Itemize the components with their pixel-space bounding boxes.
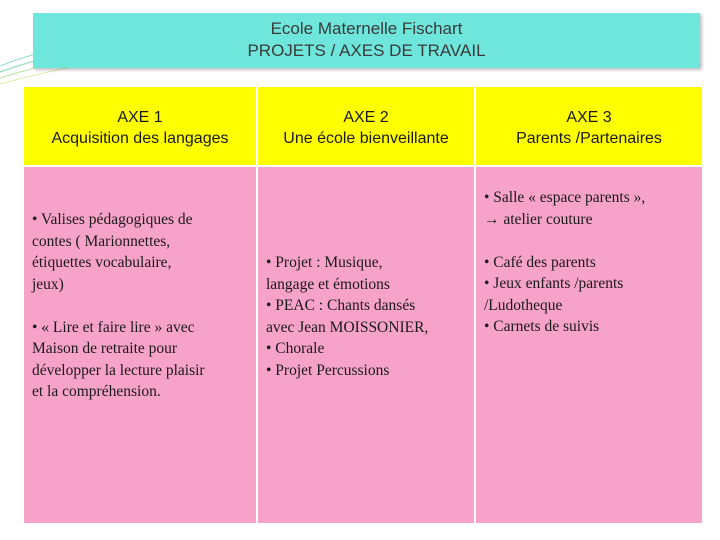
content-line: Maison de retraite pour xyxy=(32,340,178,357)
slide-title xyxy=(33,13,700,68)
content-line: • PEAC : Chants dansés xyxy=(266,297,416,314)
axe-2-header xyxy=(258,87,476,167)
content-line: étiquettes vocabulaire, xyxy=(32,254,172,271)
content-line: • Projet Percussions xyxy=(266,361,390,379)
axe-3-content xyxy=(476,167,702,525)
axe-3-header xyxy=(476,87,702,167)
axe-1-header xyxy=(24,87,258,167)
content-line: • Salle « espace parents », xyxy=(484,189,646,206)
content-line: • Carnets de suivis xyxy=(484,318,600,335)
content-line: • Valises pédagogiques de xyxy=(32,211,193,228)
spacer xyxy=(484,230,645,252)
spacer xyxy=(32,295,205,317)
content-line: • Projet : Musique, xyxy=(266,254,383,271)
slide-subtitle: PROJETS / AXES DE TRAVAIL xyxy=(247,41,486,60)
content-line: • Café des parents xyxy=(484,253,596,271)
axe-1-title: Acquisition des langages xyxy=(51,130,229,147)
content-line: • Jeux enfants /parents xyxy=(484,275,624,292)
axe-2-number: AXE 2 xyxy=(343,109,389,126)
content-line: et la compréhension. xyxy=(32,383,161,400)
axe-3-number: AXE 3 xyxy=(566,109,612,126)
content-line: contes ( Marionnettes, xyxy=(32,232,171,250)
axe-3-title: Parents /Partenaires xyxy=(516,130,662,147)
axe-2-content xyxy=(258,167,476,525)
axe-1-content xyxy=(24,167,258,525)
content-line: /Ludotheque xyxy=(484,296,563,314)
content-line: jeux) xyxy=(32,275,64,293)
content-line: développer la lecture plaisir xyxy=(32,361,205,379)
school-name: Ecole Maternelle Fischart xyxy=(270,19,463,38)
content-line: langage et émotions xyxy=(266,275,390,293)
content-line: • « Lire et faire lire » avec xyxy=(32,318,195,336)
axes-table xyxy=(24,87,702,525)
content-line: • Chorale xyxy=(266,340,325,357)
axe-2-title: Une école bienveillante xyxy=(283,130,449,147)
content-line: → atelier couture xyxy=(484,210,593,228)
axe-1-number: AXE 1 xyxy=(117,109,163,126)
content-line: avec Jean MOISSONIER, xyxy=(266,318,429,336)
